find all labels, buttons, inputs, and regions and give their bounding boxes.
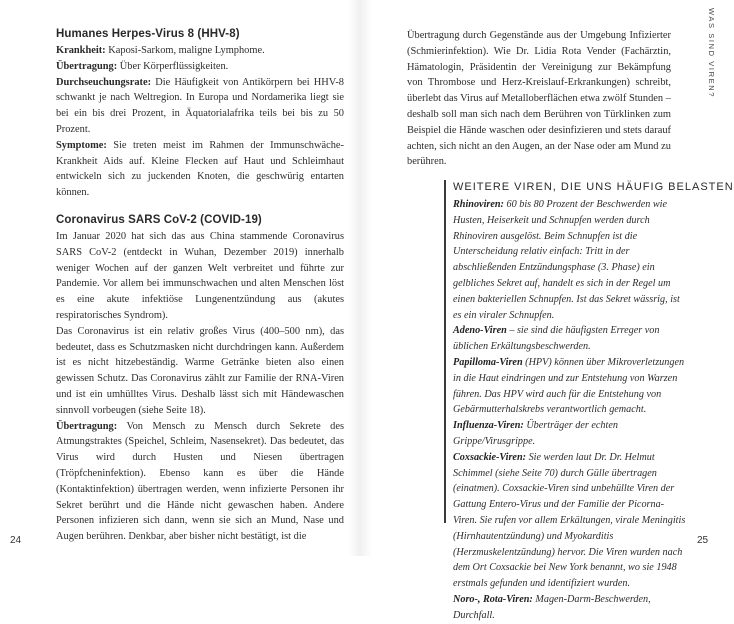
covid-intro: Im Januar 2020 hat sich das aus China stammende Coronavirus SARS CoV-2 (entdeckt in Wuhan, Dezember 2019) innerhalb weniger Wochen auf der ganzen Welt verbreitet und führte zur Pandemie. Vor allem bei immunschwachen und alten Menschen löst es eine akute infektiöse Lungenentzündung aus (akutes respiratorisches Syndrom). [56, 231, 344, 321]
entry-rhinoviren [453, 197, 687, 323]
entry-adeno-viren [453, 323, 687, 355]
covid-heading: Coronavirus SARS CoV-2 (COVID-19) [56, 214, 262, 226]
hhv8-durchseuchungsrate [56, 75, 344, 138]
covid-body [56, 229, 344, 545]
entry-text: Sie werden laut Dr. Dr. Helmut Schimmel (siehe Seite 70) durch Gülle übertragen (einatmen). Coxsackie-Viren sind unbehüllte Viren der Gattung Entero-Virus und der Familie der Picorna-Viren. Sie rufen vor allem Erkältungen, virale Meningitis (Hirnhautentzündung) und Myokarditis (Herzmuskelentzündung) hervor. Die Viren wurden nach dem Ort Coxsackie bei New York benannt, wo sie 1948 erstmals gefunden und identifiziert wurden. [453, 451, 686, 590]
entry-term: Papilloma-Viren [453, 356, 523, 368]
durchseuchung-label: Durchseuchungsrate: [56, 76, 152, 88]
uebertragung-text: Über Körperflüssigkeiten. [117, 60, 229, 72]
entry-text: – sie sind die häufigsten Erreger von üblichen Erkältungsbeschwerden. [453, 325, 660, 353]
info-box-content [453, 197, 687, 624]
page-number-left: 24 [10, 535, 22, 546]
symptome-label: Symptome: [56, 139, 107, 151]
running-head: WAS SIND VIREN? [707, 8, 716, 98]
hhv8-body [56, 43, 344, 201]
entry-papilloma-viren [453, 355, 687, 418]
krankheit-label: Krankheit: [56, 45, 106, 56]
entry-term: Coxsackie-Viren: [453, 451, 527, 463]
entry-text: Magen-Darm-Beschwerden, Durchfall. [453, 593, 651, 621]
hhv8-heading: Humanes Herpes-Virus 8 (HHV-8) [56, 28, 240, 40]
durchseuchung-text: Die Häufigkeit von Antikörpern bei HHV-8 schwankt je nach Weltregion. In Europa und Nordamerika liegt sie bei ein bis drei Prozent, in Äquatorialafrika teils bei bis zu 50 Prozent. [56, 76, 344, 135]
entry-term: Adeno-Viren [453, 325, 507, 337]
covid-uebertragung-text: Von Mensch zu Mensch durch Sekrete des Atmungstraktes (Speichel, Schleim, Nasensekret). Das bedeutet, das Virus wird durch Husten und Niesen übertragen (Tröpfcheninfektion). Ebenso kann es über die Hände (Kontaktinfektion) übertragen werden, wenn infizierte Personen ihr Sekret berührt und die Hände nicht gewaschen haben. Andere Personen infizieren sich dann, wenn sie sich an Mund, Nase und Augen berühren. Denkbar, aber bisher nicht bestätigt, ist die [56, 420, 344, 543]
hhv8-krankheit [56, 43, 344, 59]
entry-term: Influenza-Viren: [453, 420, 524, 432]
info-box-rule [444, 180, 446, 523]
info-box-heading: WEITERE VIREN, DIE UNS HÄUFIG BELASTEN [453, 181, 734, 193]
covid-uebertragung [56, 419, 344, 545]
entry-text: (HPV) können über Mikroverletzungen in die Haut eindringen und zur Entstehung von Warzen führen. Das HPV wird auch für die Entstehung von Gebärmutterhalskrebs verantwortlich gemacht. [453, 356, 685, 416]
hhv8-symptome [56, 138, 344, 201]
uebertragung-label: Übertragung: [56, 60, 118, 72]
krankheit-text: Kaposi-Sarkom, maligne Lymphome. [105, 45, 265, 56]
covid-uebertragung-label: Übertragung: [56, 420, 118, 432]
covid-detail: Das Coronavirus ist ein relativ großes Virus (400–500 nm), das bedeutet, dass es Schutzmasken nicht durchdringen kann. Außerdem ist es nicht hitzebeständig. Warme Getränke bieten also einen gewissen Schutz. Das Coronavirus zählt zur Familie der RNA-Viren und ist ein umhülltes Virus. Deshalb lässt sich mit Händewaschen sinnvoll vorbeugen (siehe Seite 18). [56, 325, 344, 416]
covid-continuation: Übertragung durch Gegenstände aus der Umgebung Infizierter (Schmierinfektion). Wie Dr. Lidia Rota Vender (Fachärztin, Hämatologin, Präsidentin der Vereinigung zur Bekämpfung von Thrombose und Herz-Kreislauf-Erkrankungen) schreibt, überlebt das Virus auf Metalloberflächen etwa zwölf Stunden – deshalb soll man sich nach dem Berühren von Türklinken zum Beispiel die Hände waschen oder desinfizieren und stets darauf achten, sich nicht an den Augen, an der Nase oder am Mund zu berühren. [407, 30, 671, 168]
entry-coxsackie-viren [453, 450, 687, 592]
page-number-right: 25 [697, 535, 709, 546]
entry-noro-rota-viren [453, 592, 687, 624]
symptome-text: Sie treten meist im Rahmen der Immunschwäche-Krankheit Aids auf. Kleine Flecken auf Haut und Schleimhaut entwickeln sich zu juckenden Knoten, die geschwürig entarten können. [56, 139, 344, 199]
entry-term: Rhinoviren: [453, 199, 504, 210]
entry-text: Überträger der echten Grippe/Virusgrippe. [453, 420, 618, 447]
entry-influenza-viren [453, 418, 687, 450]
hhv8-uebertragung [56, 59, 344, 75]
entry-term: Noro-, Rota-Viren: [453, 593, 533, 605]
entry-text: 60 bis 80 Prozent der Beschwerden wie Husten, Heiserkeit und Schnupfen werden durch Rhinoviren ausgelöst. Beim Schnupfen ist die Unterscheidung relativ einfach: Tritt in der abschließenden Entzündungsphase (3. Phase) ein gelbliches Sekret auf, handelt es sich in der Regel um einen bakteriellen Schnupfen. Ist das Sekret wässrig, ist es ein viraler Schnupfen. [453, 199, 680, 321]
